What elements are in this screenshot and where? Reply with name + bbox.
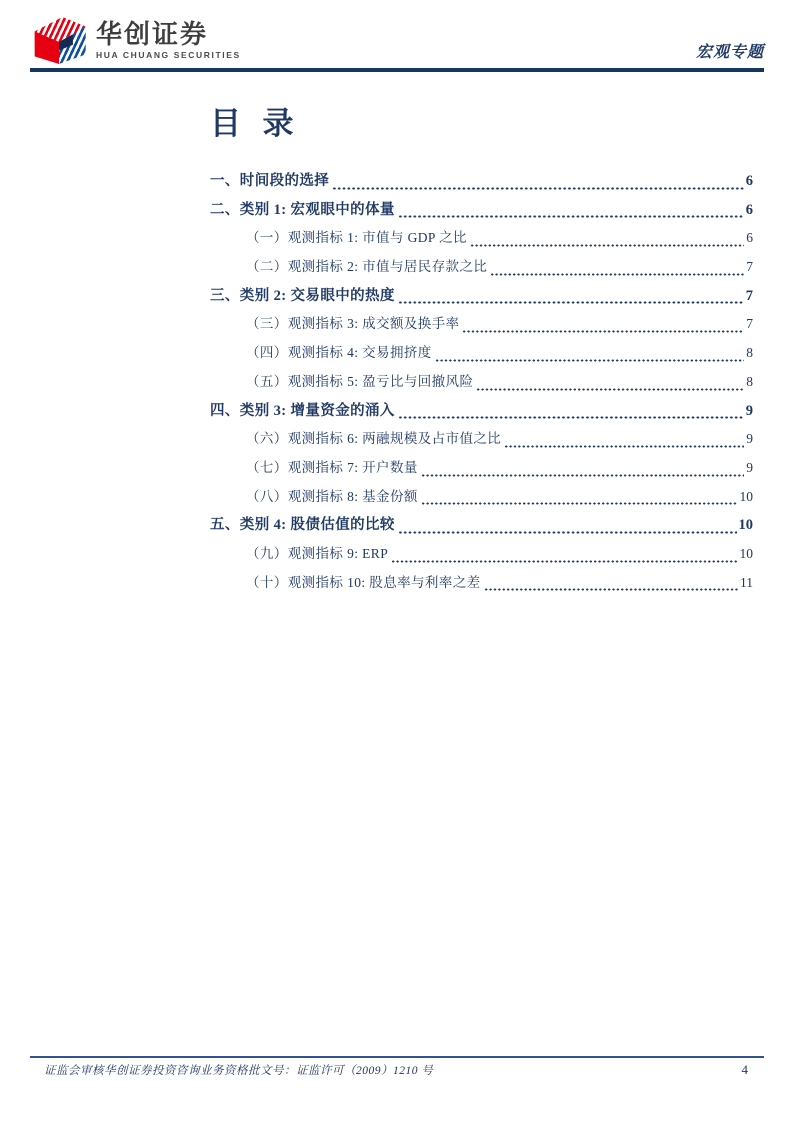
toc-dot-leader bbox=[391, 542, 737, 571]
toc-entry[interactable] bbox=[210, 571, 753, 600]
toc-entry-label: （一）观测指标 1: 市值与 GDP 之比 bbox=[246, 230, 467, 246]
table-of-contents bbox=[210, 98, 753, 599]
toc-entry-label: （五）观测指标 5: 盈亏比与回撤风险 bbox=[246, 373, 474, 389]
toc-entry-label: 三、类别 2: 交易眼中的热度 bbox=[210, 287, 395, 304]
page-number: 4 bbox=[741, 1062, 748, 1077]
brand-name-cn: 华创证券 bbox=[96, 18, 209, 49]
toc-title: 目 录 bbox=[210, 106, 296, 141]
toc-dot-leader bbox=[504, 427, 744, 456]
toc-list bbox=[210, 169, 753, 599]
toc-entry-label: 一、时间段的选择 bbox=[210, 173, 330, 189]
toc-entry-label: 二、类别 1: 宏观眼中的体量 bbox=[210, 201, 395, 218]
license-text: 证监会审核华创证券投资咨询业务资格批文号：证监许可（2009）1210 号 bbox=[44, 1065, 434, 1077]
toc-dot-leader bbox=[421, 456, 744, 485]
toc-entry[interactable] bbox=[210, 456, 753, 485]
toc-dot-leader bbox=[421, 485, 738, 514]
toc-entry-label: （六）观测指标 6: 两融规模及占市值之比 bbox=[246, 431, 502, 447]
toc-entry-label: （十）观测指标 10: 股息率与利率之差 bbox=[246, 574, 481, 590]
toc-dot-leader bbox=[435, 341, 745, 370]
toc-entry-page: 9 bbox=[745, 402, 753, 419]
toc-entry-label: （八）观测指标 8: 基金份额 bbox=[246, 488, 418, 504]
toc-entry[interactable] bbox=[210, 427, 753, 456]
toc-entry-label: （七）观测指标 7: 开户数量 bbox=[246, 459, 418, 475]
toc-entry[interactable] bbox=[210, 255, 753, 284]
toc-dot-leader bbox=[470, 226, 744, 255]
page-footer bbox=[30, 1056, 764, 1078]
toc-entry-label: （三）观测指标 3: 成交额及换手率 bbox=[246, 316, 460, 332]
toc-dot-leader bbox=[490, 255, 744, 284]
toc-entry[interactable] bbox=[210, 284, 753, 313]
toc-entry-page: 8 bbox=[746, 373, 753, 389]
brand-logo bbox=[30, 16, 241, 68]
toc-entry-page: 6 bbox=[745, 173, 753, 189]
huachuang-logo-icon bbox=[30, 16, 88, 64]
page-header bbox=[30, 14, 764, 72]
toc-dot-leader bbox=[398, 198, 744, 227]
toc-dot-leader bbox=[398, 513, 737, 542]
toc-entry[interactable] bbox=[210, 341, 753, 370]
toc-entry-label: 五、类别 4: 股债估值的比较 bbox=[210, 517, 395, 534]
report-category-label: 宏观专题 bbox=[695, 44, 764, 61]
brand-text bbox=[96, 18, 241, 60]
toc-entry-page: 7 bbox=[745, 287, 753, 304]
toc-entry-page: 8 bbox=[746, 345, 753, 361]
toc-entry-page: 9 bbox=[746, 431, 753, 447]
toc-entry-page: 10 bbox=[739, 545, 753, 561]
toc-dot-leader bbox=[398, 399, 744, 428]
toc-entry[interactable] bbox=[210, 198, 753, 227]
toc-entry-label: （二）观测指标 2: 市值与居民存款之比 bbox=[246, 259, 488, 275]
toc-entry-page: 10 bbox=[738, 517, 753, 534]
toc-entry[interactable] bbox=[210, 485, 753, 514]
toc-entry-label: （四）观测指标 4: 交易拥挤度 bbox=[246, 345, 432, 361]
toc-entry[interactable] bbox=[210, 169, 753, 198]
toc-dot-leader bbox=[332, 169, 744, 198]
toc-dot-leader bbox=[484, 571, 738, 600]
toc-entry-page: 10 bbox=[739, 488, 753, 504]
toc-dot-leader bbox=[462, 312, 744, 341]
toc-entry-page: 7 bbox=[746, 316, 753, 332]
toc-entry-page: 11 bbox=[740, 574, 753, 590]
toc-entry[interactable] bbox=[210, 542, 753, 571]
toc-entry[interactable] bbox=[210, 513, 753, 542]
toc-dot-leader bbox=[398, 284, 744, 313]
toc-entry-page: 9 bbox=[746, 459, 753, 475]
toc-entry[interactable] bbox=[210, 370, 753, 399]
toc-entry-label: （九）观测指标 9: ERP bbox=[246, 545, 389, 561]
toc-entry-page: 6 bbox=[746, 230, 753, 246]
toc-entry[interactable] bbox=[210, 226, 753, 255]
toc-entry[interactable] bbox=[210, 399, 753, 428]
toc-dot-leader bbox=[476, 370, 744, 399]
toc-entry-page: 6 bbox=[745, 201, 753, 218]
toc-entry[interactable] bbox=[210, 312, 753, 341]
brand-name-en: HUA CHUANG SECURITIES bbox=[96, 49, 241, 60]
toc-entry-page: 7 bbox=[746, 259, 753, 275]
toc-entry-label: 四、类别 3: 增量资金的涌入 bbox=[210, 402, 395, 419]
